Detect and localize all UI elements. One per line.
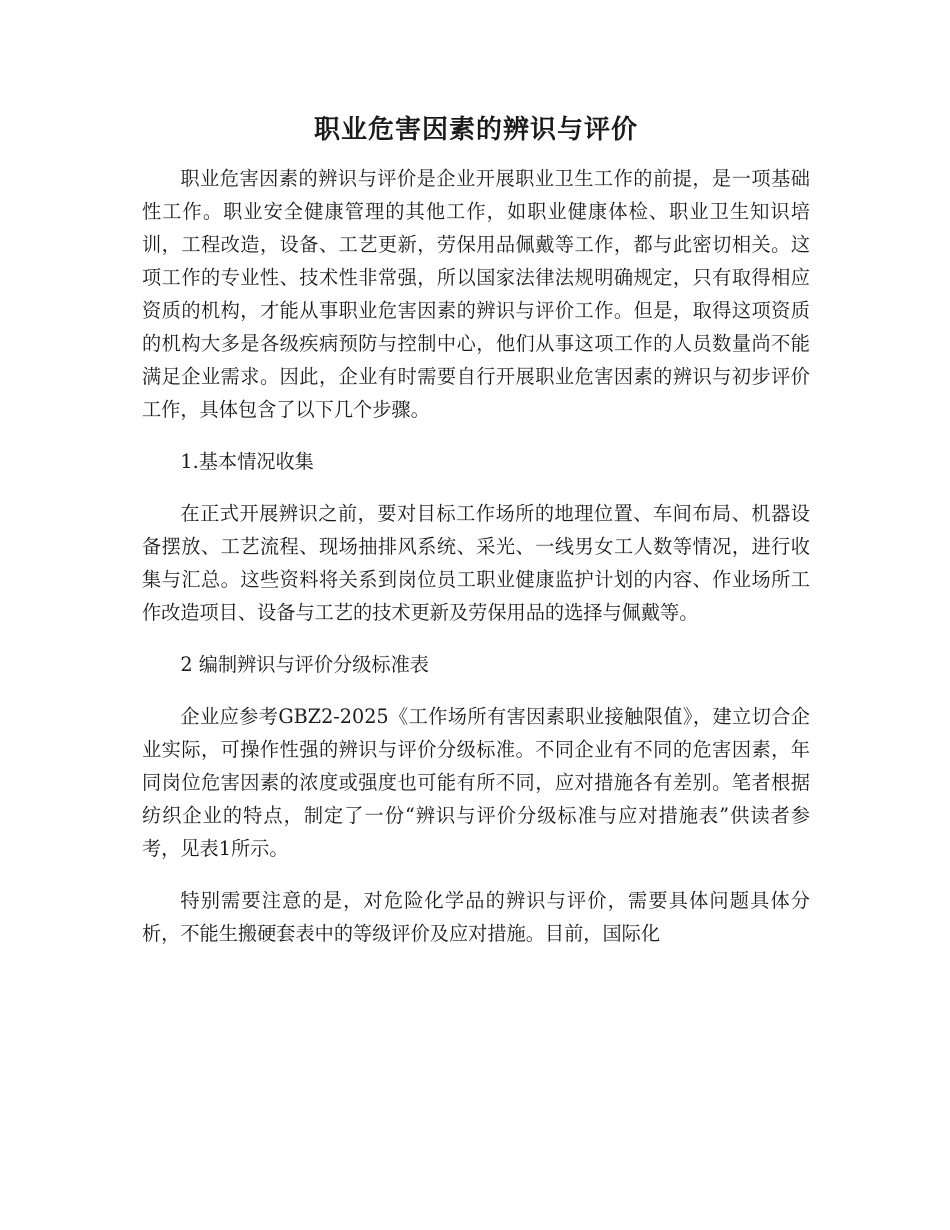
document-page xyxy=(142,110,810,969)
intro-paragraph: 职业危害因素的辨识与评价是企业开展职业卫生工作的前提，是一项基础性工作。职业安全健康管理的其他工作，如职业健康体检、职业卫生知识培训，工程改造，设备、工艺更新，劳保用品佩戴等工作，都与此密切相关。这项工作的专业性、技术性非常强，所以国家法律法规明确规定，只有取得相应资质的机构，才能从事职业危害因素的辨识与评价工作。但是，取得这项资质的机构大多是各级疾病预防与控制中心，他们从事这项工作的人员数量尚不能满足企业需求。因此，企业有时需要自行开展职业危害因素的辨识与初步评价工作，具体包含了以下几个步骤。 xyxy=(142,167,810,421)
hazardous-chemicals-paragraph: 特别需要注意的是，对危险化学品的辨识与评价，需要具体问题具体分析，不能生搬硬套表中的等级评价及应对措施。目前，国际化 xyxy=(142,889,810,945)
standard-table-paragraph: 企业应参考GBZ2-2025《工作场所有害因素职业接触限值》，建立切合企业实际，可操作性强的辨识与评价分级标准。不同企业有不同的危害因素，年同岗位危害因素的浓度或强度也可能有所不同，应对措施各有差别。笔者根据纺织企业的特点，制定了一份“辨识与评价分级标准与应对措施表”供读者参考，见表1所示。 xyxy=(142,705,810,860)
document-title: 职业危害因素的辨识与评价 xyxy=(313,115,638,145)
basic-info-paragraph: 在正式开展辨识之前，要对目标工作场所的地理位置、车间布局、机器设备摆放、工艺流程、现场抽排风系统、采光、一线男女工人数等情况，进行收集与汇总。这些资料将关系到岗位员工职业健康监护计划的内容、作业场所工作改造项目、设备与工艺的技术更新及劳保用品的选择与佩戴等。 xyxy=(142,502,810,624)
section-heading-basic-info: 1.基本情况收集 xyxy=(180,450,314,473)
section-heading-standard-table: 2 编制辨识与评价分级标准表 xyxy=(180,653,429,676)
